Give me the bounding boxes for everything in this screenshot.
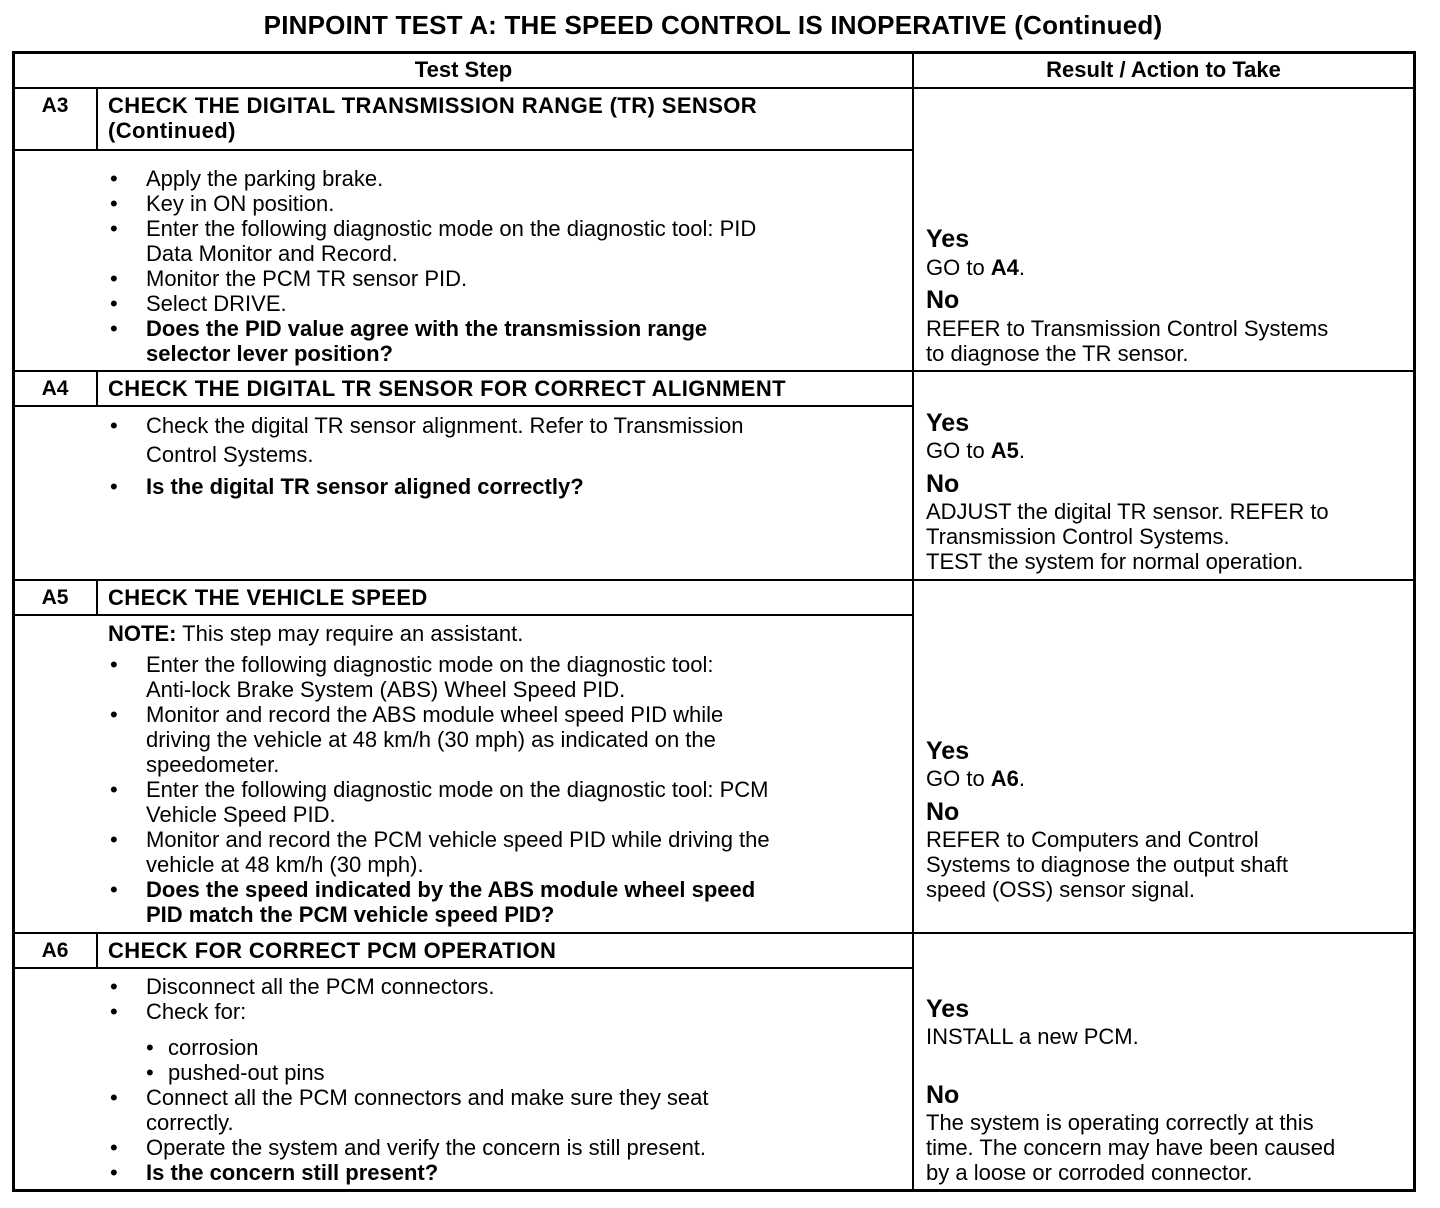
sub-bullet: •	[146, 1035, 154, 1060]
column-divider	[912, 51, 914, 1192]
page-title: PINPOINT TEST A: THE SPEED CONTROL IS INOPERATIVE (Continued)	[263, 10, 1163, 40]
question-cont: PID match the PCM vehicle speed PID?	[146, 902, 555, 927]
result-yes-action: GO to A5.	[926, 438, 1026, 463]
bullet: •	[110, 316, 118, 341]
instruction-cont: vehicle at 48 km/h (30 mph).	[146, 852, 424, 877]
id-divider-a3	[96, 87, 98, 150]
instruction-cont: Anti-lock Brake System (ABS) Wheel Speed PID.	[146, 677, 626, 702]
result-no-action-cont: speed (OSS) sensor signal.	[926, 877, 1196, 902]
bullet: •	[110, 827, 118, 852]
question: Does the speed indicated by the ABS module wheel speed	[146, 877, 756, 902]
instruction: Enter the following diagnostic mode on the diagnostic tool: PCM	[146, 777, 769, 802]
table-border-left	[12, 51, 15, 1192]
note: NOTE: This step may require an assistant.	[108, 621, 524, 646]
id-divider-a5	[96, 579, 98, 615]
instruction: Key in ON position.	[146, 191, 335, 216]
result-no-action-cont: TEST the system for normal operation.	[926, 549, 1304, 574]
question: Is the digital TR sensor aligned correctly?	[146, 474, 584, 499]
row-divider-a6	[12, 932, 1416, 934]
step-title: CHECK THE VEHICLE SPEED	[108, 585, 428, 610]
instruction: Select DRIVE.	[146, 291, 287, 316]
instruction-cont: driving the vehicle at 48 km/h (30 mph) as indicated on the	[146, 727, 716, 752]
question-cont: selector lever position?	[146, 341, 393, 366]
table-border-bottom	[12, 1189, 1416, 1192]
instruction-cont: Vehicle Speed PID.	[146, 802, 336, 827]
result-yes-label: Yes	[926, 737, 970, 765]
result-no-action-cont: by a loose or corroded connector.	[926, 1160, 1253, 1185]
instruction-cont: Control Systems.	[146, 442, 314, 467]
result-yes-action: GO to A6.	[926, 766, 1026, 791]
bullet: •	[110, 1135, 118, 1160]
result-no-label: No	[926, 470, 960, 498]
result-yes-label: Yes	[926, 995, 970, 1023]
step-id: A3	[41, 94, 69, 117]
bullet: •	[110, 777, 118, 802]
title-divider-a4	[12, 405, 913, 407]
table-border-top	[12, 51, 1416, 54]
step-id: A6	[41, 939, 69, 962]
id-divider-a4	[96, 370, 98, 406]
result-yes-action: GO to A4.	[926, 255, 1026, 280]
instruction: Check the digital TR sensor alignment. Refer to Transmission	[146, 413, 744, 438]
id-divider-a6	[96, 932, 98, 968]
title-divider-a6	[12, 967, 913, 969]
bullet: •	[110, 974, 118, 999]
result-yes-label: Yes	[926, 409, 970, 437]
instruction: Monitor the PCM TR sensor PID.	[146, 266, 468, 291]
result-no-action-cont: to diagnose the TR sensor.	[926, 341, 1189, 366]
instruction: Apply the parking brake.	[146, 166, 384, 191]
header-test-step: Test Step	[414, 57, 513, 82]
instruction: Monitor and record the ABS module wheel speed PID while	[146, 702, 724, 727]
instruction: Connect all the PCM connectors and make sure they seat	[146, 1085, 709, 1110]
bullet: •	[110, 702, 118, 727]
instruction: Enter the following diagnostic mode on the diagnostic tool: PID	[146, 216, 757, 241]
result-yes-label: Yes	[926, 225, 970, 253]
header-result: Result / Action to Take	[1046, 57, 1281, 82]
bullet: •	[110, 1085, 118, 1110]
question: Is the concern still present?	[146, 1160, 439, 1185]
result-no-action-cont: time. The concern may have been caused	[926, 1135, 1336, 1160]
result-no-action: REFER to Transmission Control Systems	[926, 316, 1329, 341]
step-title-cont: (Continued)	[108, 118, 236, 143]
sub-bullet: •	[146, 1060, 154, 1085]
sub-instruction: corrosion	[168, 1035, 259, 1060]
result-no-action: REFER to Computers and Control	[926, 827, 1259, 852]
instruction: Check for:	[146, 999, 247, 1024]
bullet: •	[110, 413, 118, 438]
step-title: CHECK FOR CORRECT PCM OPERATION	[108, 938, 557, 963]
header-divider	[12, 87, 1416, 89]
bullet: •	[110, 999, 118, 1024]
instruction-cont: Data Monitor and Record.	[146, 241, 398, 266]
question: Does the PID value agree with the transmission range	[146, 316, 708, 341]
sub-instruction: pushed-out pins	[168, 1060, 325, 1085]
title-divider-a3	[12, 149, 913, 151]
result-no-action-cont: Systems to diagnose the output shaft	[926, 852, 1289, 877]
bullet: •	[110, 291, 118, 316]
instruction: Operate the system and verify the concern is still present.	[146, 1135, 707, 1160]
result-no-label: No	[926, 1081, 960, 1109]
row-divider-a4	[12, 370, 1416, 372]
step-id: A5	[41, 586, 69, 609]
bullet: •	[110, 191, 118, 216]
instruction-cont: correctly.	[146, 1110, 234, 1135]
step-title: CHECK THE DIGITAL TR SENSOR FOR CORRECT ALIGNMENT	[108, 376, 786, 401]
bullet: •	[110, 877, 118, 902]
result-no-action-cont: Transmission Control Systems.	[926, 524, 1230, 549]
bullet: •	[110, 216, 118, 241]
instruction-cont: speedometer.	[146, 752, 280, 777]
title-divider-a5	[12, 614, 913, 616]
table-border-right	[1413, 51, 1416, 1192]
row-divider-a5	[12, 579, 1416, 581]
result-no-action: The system is operating correctly at this	[926, 1110, 1314, 1135]
instruction: Disconnect all the PCM connectors.	[146, 974, 495, 999]
bullet: •	[110, 652, 118, 677]
instruction: Monitor and record the PCM vehicle speed PID while driving the	[146, 827, 770, 852]
bullet: •	[110, 266, 118, 291]
instruction: Enter the following diagnostic mode on the diagnostic tool:	[146, 652, 714, 677]
step-id: A4	[41, 377, 69, 400]
result-yes-action: INSTALL a new PCM.	[926, 1024, 1139, 1049]
result-no-action: ADJUST the digital TR sensor. REFER to	[926, 499, 1329, 524]
bullet: •	[110, 166, 118, 191]
bullet: •	[110, 1160, 118, 1185]
step-title: CHECK THE DIGITAL TRANSMISSION RANGE (TR) SENSOR	[108, 93, 758, 118]
result-no-label: No	[926, 798, 960, 826]
bullet: •	[110, 474, 118, 499]
result-no-label: No	[926, 286, 960, 314]
